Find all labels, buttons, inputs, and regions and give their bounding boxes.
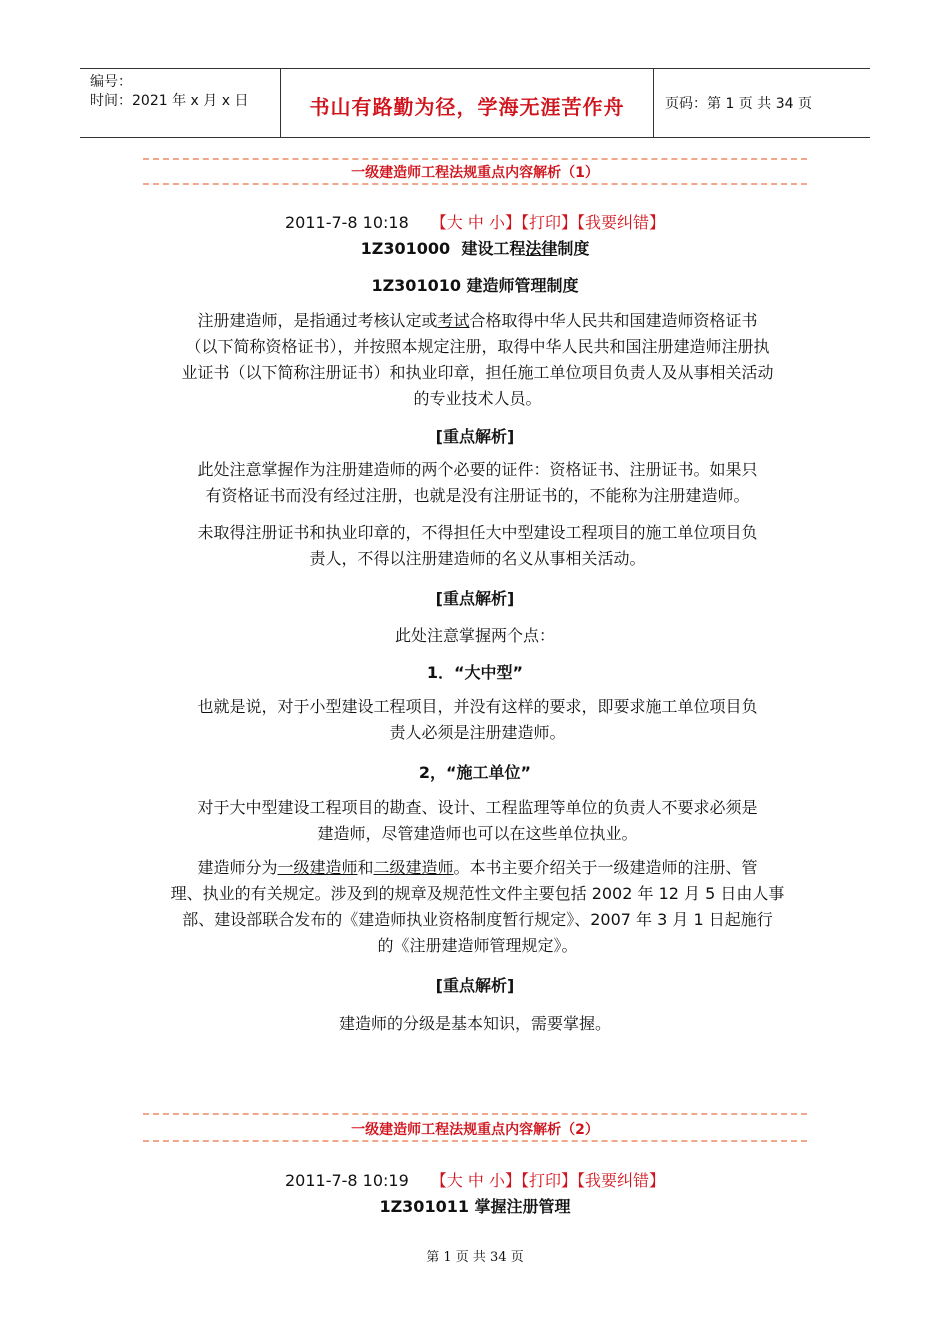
text-line: 业证书（以下简称注册证书）和执业印章，担任施工单位项目负责人及从事相关活动 bbox=[181, 363, 774, 382]
banner-divider-bottom bbox=[143, 183, 807, 185]
timestamp: 2011-7-8 10:18 bbox=[284, 213, 409, 232]
font-size-links[interactable]: 【大 中 小】 bbox=[430, 1171, 521, 1190]
heading-code: 1Z301011 bbox=[379, 1197, 469, 1216]
text-line: 的《注册建造师管理规定》。 bbox=[377, 936, 578, 955]
paragraph-point2 bbox=[150, 795, 805, 847]
text-line: 建造师，尽管建造师也可以在这些单位执业。 bbox=[317, 824, 638, 843]
text-line: 有资格证书而没有经过注册，也就是没有注册证书的，不能称为注册建造师。 bbox=[205, 486, 750, 505]
key-analysis-label: [重点解析] bbox=[435, 976, 515, 995]
heading-text: 掌握注册管理 bbox=[474, 1197, 571, 1216]
banner-divider-top bbox=[143, 1113, 807, 1115]
article-banner: 一级建造师工程法规重点内容解析（2） bbox=[351, 1122, 599, 1138]
text-line: 理、执业的有关规定。涉及到的规章及规范性文件主要包括 2002 年 12 月 5 日由人事 bbox=[170, 884, 785, 903]
article-meta bbox=[0, 210, 950, 233]
text: 。本书主要介绍关于一级建造师的注册、管 bbox=[453, 858, 758, 877]
heading-code: 1Z301000 bbox=[360, 239, 451, 258]
header-meta-cell bbox=[80, 69, 281, 137]
page-info: 页码：第 1 页 共 34 页 bbox=[665, 96, 812, 112]
article-meta bbox=[0, 1168, 950, 1191]
text-line: 未取得注册证书和执业印章的，不得担任大中型建设工程项目的施工单位项目负 bbox=[197, 523, 758, 542]
exam-link[interactable]: 考试 bbox=[437, 311, 470, 330]
date-label: 时间：2021 年 x 月 x 日 bbox=[90, 93, 249, 109]
text-line: 此处注意掌握作为注册建造师的两个必要的证件：资格证书、注册证书。如果只 bbox=[197, 460, 758, 479]
report-error-link[interactable]: 【我要纠错】 bbox=[577, 213, 666, 232]
header-motto-cell bbox=[281, 69, 654, 137]
paragraph-two-points: 此处注意掌握两个点： bbox=[394, 626, 555, 645]
font-size-links[interactable]: 【大 中 小】 bbox=[430, 213, 521, 232]
report-error-link[interactable]: 【我要纠错】 bbox=[577, 1171, 666, 1190]
text-line: 责人，不得以注册建造师的名义从事相关活动。 bbox=[309, 549, 646, 568]
paragraph-point1 bbox=[150, 694, 805, 746]
paragraph-restriction bbox=[150, 520, 805, 572]
key-analysis-label: [重点解析] bbox=[435, 589, 515, 608]
document-header bbox=[80, 68, 870, 138]
timestamp: 2011-7-8 10:19 bbox=[284, 1171, 409, 1190]
text-line: 对于大中型建设工程项目的勘查、设计、工程监理等单位的负责人不要求必须是 bbox=[197, 798, 758, 817]
text-line: 也就是说，对于小型建设工程项目，并没有这样的要求，即要求施工单位项目负 bbox=[197, 697, 758, 716]
law-link[interactable]: 法律 bbox=[525, 239, 558, 258]
paragraph-definition bbox=[150, 308, 805, 412]
point-heading: 1．“大中型” bbox=[426, 663, 524, 682]
section-heading bbox=[0, 1194, 950, 1217]
text-line: （以下简称资格证书），并按照本规定注册，取得中华人民共和国注册建造师注册执 bbox=[185, 337, 770, 356]
subsection-heading: 1Z301010 建造师管理制度 bbox=[371, 276, 579, 295]
second-class-link[interactable]: 二级建造师 bbox=[373, 858, 454, 877]
text: 合格取得中华人民共和国建造师资格证书 bbox=[469, 311, 758, 330]
first-class-link[interactable]: 一级建造师 bbox=[277, 858, 358, 877]
banner-divider-top bbox=[143, 158, 807, 160]
text: 注册建造师，是指通过考核认定或 bbox=[197, 311, 438, 330]
number-label: 编号： bbox=[90, 74, 132, 90]
paragraph-summary: 建造师的分级是基本知识，需要掌握。 bbox=[338, 1014, 611, 1033]
heading-text: 建设工程 bbox=[461, 239, 526, 258]
article-banner: 一级建造师工程法规重点内容解析（1） bbox=[351, 165, 599, 181]
paragraph-classification bbox=[150, 855, 805, 959]
motto: 书山有路勤为径，学海无涯苦作舟 bbox=[309, 95, 625, 119]
page-footer: 第 1 页 共 34 页 bbox=[426, 1250, 524, 1265]
heading-text-end: 制度 bbox=[557, 239, 590, 258]
paragraph-certificates bbox=[150, 457, 805, 509]
print-link[interactable]: 【打印】 bbox=[520, 1171, 577, 1190]
text-line: 的专业技术人员。 bbox=[413, 389, 542, 408]
text-line: 部、建设部联合发布的《建造师执业资格制度暂行规定》、2007 年 3 月 1 日起施行 bbox=[182, 910, 773, 929]
text: 和 bbox=[357, 858, 374, 877]
section-heading bbox=[0, 236, 950, 259]
text: 建造师分为 bbox=[197, 858, 278, 877]
text-line: 责人必须是注册建造师。 bbox=[389, 723, 566, 742]
point-heading: 2，“施工单位” bbox=[418, 763, 532, 782]
key-analysis-label: [重点解析] bbox=[435, 427, 515, 446]
print-link[interactable]: 【打印】 bbox=[520, 213, 577, 232]
banner-divider-bottom bbox=[143, 1140, 807, 1142]
